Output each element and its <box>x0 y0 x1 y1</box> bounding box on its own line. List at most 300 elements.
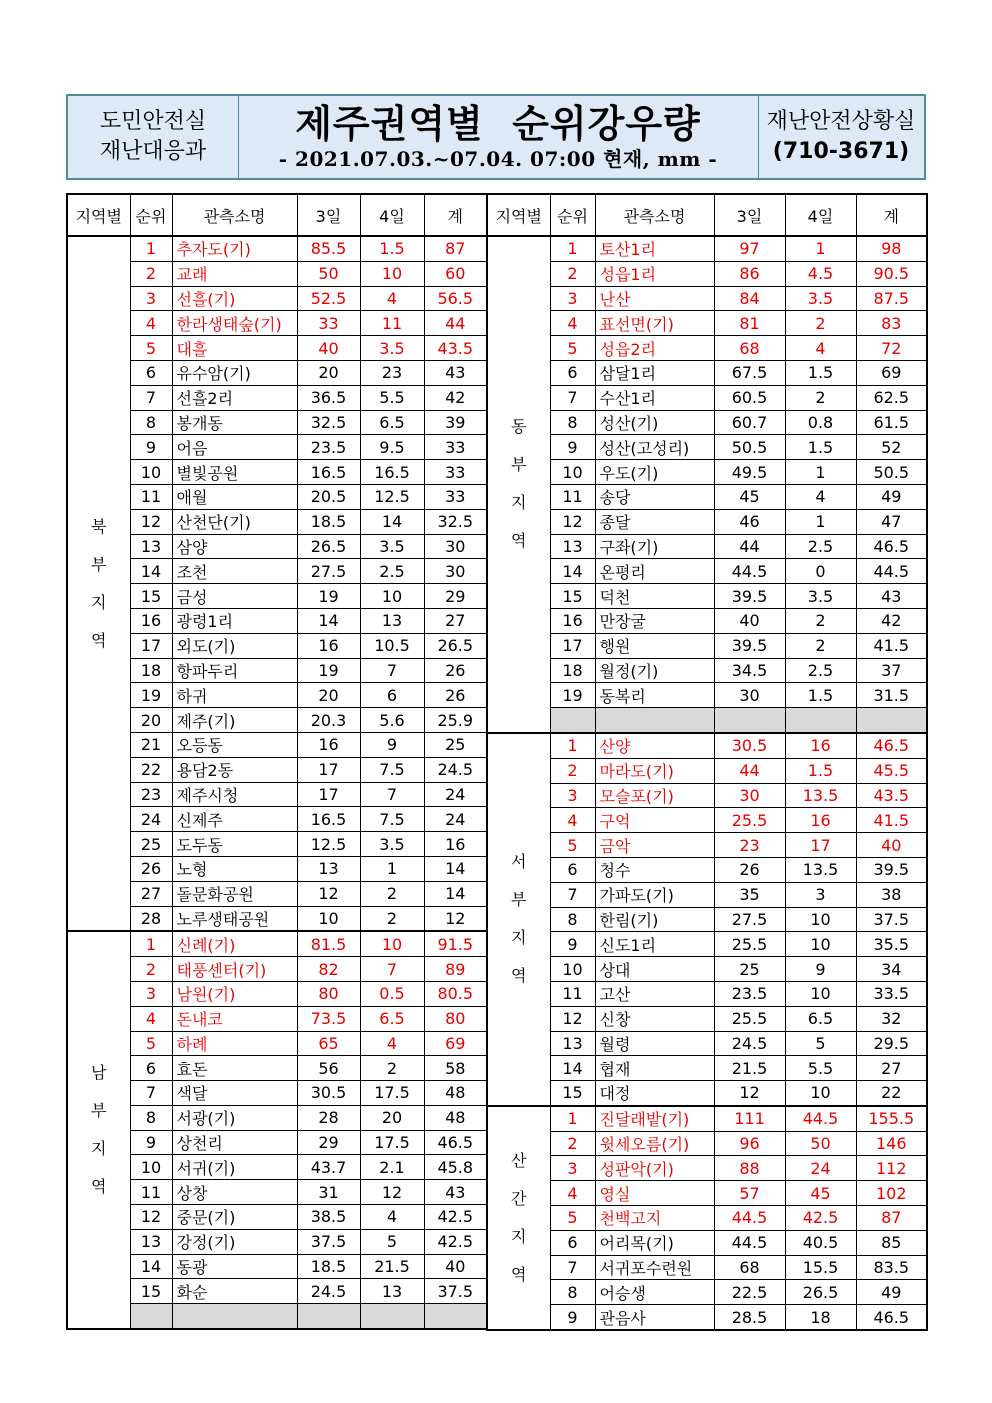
rank-cell: 7 <box>550 882 595 907</box>
rainfall-total: 14 <box>424 881 487 906</box>
rank-cell: 11 <box>550 484 595 509</box>
station-name: 어음 <box>172 435 297 460</box>
rainfall-day4: 10 <box>785 981 856 1006</box>
rank-cell: 18 <box>550 658 595 683</box>
rainfall-day3: 34.5 <box>714 658 785 683</box>
rainfall-total: 42 <box>424 385 487 410</box>
rainfall-total: 87 <box>856 1206 927 1231</box>
rainfall-day3: 36.5 <box>297 385 360 410</box>
rank-cell: 21 <box>130 732 172 757</box>
rainfall-day4: 1.5 <box>785 758 856 783</box>
rainfall-total: 42 <box>856 608 927 633</box>
rainfall-day4: 13 <box>360 1279 424 1304</box>
station-name: 신창 <box>595 1006 714 1031</box>
rank-cell: 6 <box>130 360 172 385</box>
rainfall-total: 83.5 <box>856 1255 927 1280</box>
table-row <box>67 683 487 708</box>
rank-cell: 2 <box>130 957 172 982</box>
rainfall-total: 87.5 <box>856 286 927 311</box>
rainfall-day4: 1 <box>785 509 856 534</box>
region-name: 서 부 지 역 <box>487 733 550 1106</box>
rainfall-day4: 21.5 <box>360 1254 424 1279</box>
rainfall-day4: 4 <box>360 1205 424 1230</box>
table-row <box>67 534 487 559</box>
page-title: 제주권역별 순위강우량 <box>295 102 701 146</box>
station-name: 신제주 <box>172 807 297 832</box>
station-name: 온평리 <box>595 559 714 584</box>
station-name: 산양 <box>595 733 714 758</box>
station-name: 효돈 <box>172 1056 297 1081</box>
rank-cell: 7 <box>550 1255 595 1280</box>
rank-cell: 15 <box>130 1279 172 1304</box>
rank-cell: 11 <box>130 484 172 509</box>
rainfall-day4: 1 <box>785 236 856 261</box>
rainfall-day4: 0.5 <box>360 981 424 1006</box>
rank-cell: 14 <box>550 559 595 584</box>
rainfall-day4: 9 <box>785 957 856 982</box>
rainfall-day3: 17 <box>297 782 360 807</box>
rainfall-day4: 10 <box>360 931 424 956</box>
rainfall-day4: 2 <box>785 311 856 336</box>
rainfall-day3: 20 <box>297 683 360 708</box>
table-row <box>67 832 487 857</box>
station-name: 난산 <box>595 286 714 311</box>
col-total: 계 <box>856 194 927 236</box>
table-row <box>67 559 487 584</box>
rainfall-day3: 22.5 <box>714 1280 785 1305</box>
station-name: 용담2동 <box>172 757 297 782</box>
rainfall-day3: 35 <box>714 882 785 907</box>
rainfall-day3: 28.5 <box>714 1305 785 1330</box>
rank-cell: 15 <box>550 1081 595 1106</box>
rainfall-total: 49 <box>856 484 927 509</box>
rank-cell: 1 <box>550 733 595 758</box>
rainfall-day4: 17.5 <box>360 1130 424 1155</box>
table-row <box>487 733 927 758</box>
table-row <box>487 1131 927 1156</box>
station-name: 고산 <box>595 981 714 1006</box>
office-phone: (710-3671) <box>772 139 910 164</box>
rank-cell: 17 <box>550 633 595 658</box>
table-row <box>487 1006 927 1031</box>
rainfall-day3: 65 <box>297 1031 360 1056</box>
station-name: 강정(기) <box>172 1229 297 1254</box>
rainfall-day4: 12.5 <box>360 484 424 509</box>
rank-cell: 7 <box>130 1081 172 1106</box>
blank-cell <box>424 1304 487 1329</box>
table-row <box>487 608 927 633</box>
rainfall-day3: 111 <box>714 1106 785 1131</box>
station-name: 대정 <box>595 1081 714 1106</box>
rank-cell: 8 <box>130 1105 172 1130</box>
rainfall-day3: 16.5 <box>297 460 360 485</box>
station-name: 광령1리 <box>172 608 297 633</box>
rainfall-total: 12 <box>424 906 487 931</box>
rainfall-day3: 14 <box>297 608 360 633</box>
rank-cell: 10 <box>130 460 172 485</box>
rainfall-total: 14 <box>424 856 487 881</box>
table-row <box>487 633 927 658</box>
rainfall-day4: 3.5 <box>360 534 424 559</box>
col-total: 계 <box>424 194 487 236</box>
rainfall-total: 24 <box>424 807 487 832</box>
table-row <box>487 907 927 932</box>
rainfall-day4: 10 <box>360 584 424 609</box>
table-row <box>67 336 487 361</box>
rank-cell: 8 <box>130 410 172 435</box>
rank-cell: 5 <box>550 833 595 858</box>
station-name: 구좌(기) <box>595 534 714 559</box>
rainfall-day4: 1.5 <box>785 360 856 385</box>
rainfall-total: 87 <box>424 236 487 261</box>
rainfall-day4: 6.5 <box>360 410 424 435</box>
rainfall-day3: 50.5 <box>714 435 785 460</box>
table-row <box>67 484 487 509</box>
station-name: 애월 <box>172 484 297 509</box>
blank-cell <box>550 708 595 733</box>
rainfall-total: 83 <box>856 311 927 336</box>
rainfall-total: 22 <box>856 1081 927 1106</box>
rainfall-table-right <box>486 193 928 1331</box>
table-row <box>67 807 487 832</box>
rainfall-total: 27 <box>424 608 487 633</box>
table-row <box>487 1280 927 1305</box>
rank-cell: 10 <box>550 957 595 982</box>
rainfall-total: 85 <box>856 1230 927 1255</box>
station-name: 돈내코 <box>172 1006 297 1031</box>
rainfall-total: 98 <box>856 236 927 261</box>
rainfall-day4: 9.5 <box>360 435 424 460</box>
table-row <box>487 808 927 833</box>
rainfall-day3: 16 <box>297 732 360 757</box>
rainfall-day3: 18.5 <box>297 1254 360 1279</box>
rainfall-day4: 13.5 <box>785 783 856 808</box>
table-row <box>487 484 927 509</box>
table-row <box>67 1081 487 1106</box>
col-day3: 3일 <box>714 194 785 236</box>
rainfall-total: 52 <box>856 435 927 460</box>
rainfall-day4: 10.5 <box>360 633 424 658</box>
rainfall-total: 29.5 <box>856 1031 927 1056</box>
rainfall-total: 41.5 <box>856 808 927 833</box>
rainfall-total: 49 <box>856 1280 927 1305</box>
rank-cell: 8 <box>550 1280 595 1305</box>
station-name: 남원(기) <box>172 981 297 1006</box>
station-name: 화순 <box>172 1279 297 1304</box>
rainfall-day3: 38.5 <box>297 1205 360 1230</box>
rainfall-day3: 43.7 <box>297 1155 360 1180</box>
rainfall-day3: 39.5 <box>714 633 785 658</box>
table-row <box>67 633 487 658</box>
rainfall-day3: 24.5 <box>297 1279 360 1304</box>
rainfall-day4: 5.5 <box>360 385 424 410</box>
station-name: 동광 <box>172 1254 297 1279</box>
rainfall-total: 72 <box>856 336 927 361</box>
table-row <box>67 236 487 261</box>
rainfall-day4: 4 <box>785 484 856 509</box>
rank-cell: 4 <box>550 808 595 833</box>
rainfall-total: 30 <box>424 559 487 584</box>
rainfall-total: 42.5 <box>424 1205 487 1230</box>
rainfall-day4: 3.5 <box>360 336 424 361</box>
rank-cell: 15 <box>550 584 595 609</box>
rainfall-day4: 2 <box>785 633 856 658</box>
rainfall-day3: 26.5 <box>297 534 360 559</box>
rainfall-day3: 49.5 <box>714 460 785 485</box>
rainfall-day4: 5.6 <box>360 708 424 733</box>
table-row <box>67 782 487 807</box>
rank-cell: 19 <box>550 683 595 708</box>
table-row <box>67 1105 487 1130</box>
rainfall-total: 47 <box>856 509 927 534</box>
rainfall-total: 33 <box>424 435 487 460</box>
table-row <box>487 1206 927 1231</box>
rainfall-day4: 40.5 <box>785 1230 856 1255</box>
table-row <box>487 236 927 261</box>
rainfall-total: 58 <box>424 1056 487 1081</box>
rainfall-day3: 32.5 <box>297 410 360 435</box>
station-name: 동복리 <box>595 683 714 708</box>
rainfall-day3: 17 <box>297 757 360 782</box>
table-row <box>487 360 927 385</box>
station-name: 태풍센터(기) <box>172 957 297 982</box>
table-row <box>67 906 487 931</box>
rainfall-day4: 17 <box>785 833 856 858</box>
table-row <box>67 757 487 782</box>
table-row <box>487 1181 927 1206</box>
station-name: 선흘2리 <box>172 385 297 410</box>
region-name: 동 부 지 역 <box>487 236 550 733</box>
rainfall-total: 69 <box>856 360 927 385</box>
rainfall-day4: 10 <box>785 932 856 957</box>
station-name: 대흘 <box>172 336 297 361</box>
rank-cell: 3 <box>130 981 172 1006</box>
rainfall-total: 43.5 <box>856 783 927 808</box>
rainfall-total: 43.5 <box>424 336 487 361</box>
rainfall-day4: 1 <box>360 856 424 881</box>
station-name: 어승생 <box>595 1280 714 1305</box>
department-name: 도민안전실 <box>99 109 207 134</box>
rank-cell: 1 <box>550 1106 595 1131</box>
col-rank: 순위 <box>550 194 595 236</box>
rainfall-total: 69 <box>424 1031 487 1056</box>
table-row <box>487 1230 927 1255</box>
rainfall-day3: 18.5 <box>297 509 360 534</box>
station-name: 송당 <box>595 484 714 509</box>
rainfall-day3: 23 <box>714 833 785 858</box>
table-row <box>487 882 927 907</box>
station-name: 신례(기) <box>172 931 297 956</box>
table-row <box>67 732 487 757</box>
rank-cell: 12 <box>130 1205 172 1230</box>
rainfall-total: 38 <box>856 882 927 907</box>
table-row <box>67 311 487 336</box>
rainfall-total: 60 <box>424 261 487 286</box>
region-name: 산 간 지 역 <box>487 1106 550 1330</box>
rainfall-day4: 3 <box>785 882 856 907</box>
table-row <box>67 1155 487 1180</box>
table-row <box>67 435 487 460</box>
station-name: 한라생태숲(기) <box>172 311 297 336</box>
rainfall-day3: 16 <box>297 633 360 658</box>
rank-cell: 4 <box>130 311 172 336</box>
station-name: 제주시청 <box>172 782 297 807</box>
rainfall-day4: 7 <box>360 957 424 982</box>
table-row <box>67 286 487 311</box>
station-name: 성읍1리 <box>595 261 714 286</box>
rainfall-day3: 68 <box>714 336 785 361</box>
table-row <box>487 336 927 361</box>
station-name: 색달 <box>172 1081 297 1106</box>
rainfall-day4: 44.5 <box>785 1106 856 1131</box>
station-name: 제주(기) <box>172 708 297 733</box>
rainfall-total: 16 <box>424 832 487 857</box>
rainfall-day4: 9 <box>360 732 424 757</box>
blank-cell <box>856 708 927 733</box>
rank-cell: 20 <box>130 708 172 733</box>
rainfall-total: 112 <box>856 1156 927 1181</box>
rainfall-day3: 46 <box>714 509 785 534</box>
rainfall-total: 44.5 <box>856 559 927 584</box>
rainfall-total: 56.5 <box>424 286 487 311</box>
table-row <box>67 1031 487 1056</box>
rank-cell: 5 <box>130 1031 172 1056</box>
table-row <box>67 608 487 633</box>
rainfall-day3: 45 <box>714 484 785 509</box>
rainfall-day4: 10 <box>360 261 424 286</box>
rainfall-total: 39 <box>424 410 487 435</box>
rainfall-day3: 10 <box>297 906 360 931</box>
rainfall-total: 29 <box>424 584 487 609</box>
rank-cell: 6 <box>130 1056 172 1081</box>
rank-cell: 2 <box>550 758 595 783</box>
rainfall-total: 32.5 <box>424 509 487 534</box>
table-row <box>67 1205 487 1230</box>
rainfall-day4: 1.5 <box>785 683 856 708</box>
rank-cell: 12 <box>550 1006 595 1031</box>
rainfall-day4: 2.1 <box>360 1155 424 1180</box>
rainfall-day3: 44.5 <box>714 1230 785 1255</box>
station-name: 상대 <box>595 957 714 982</box>
rainfall-day3: 12.5 <box>297 832 360 857</box>
office-name: 재난안전상황실 <box>766 109 916 134</box>
station-name: 가파도(기) <box>595 882 714 907</box>
col-station: 관측소명 <box>172 194 297 236</box>
rainfall-day4: 5 <box>360 1229 424 1254</box>
rainfall-day4: 4.5 <box>785 261 856 286</box>
rainfall-total: 46.5 <box>856 733 927 758</box>
table-row <box>487 509 927 534</box>
rainfall-day3: 25 <box>714 957 785 982</box>
station-name: 산천단(기) <box>172 509 297 534</box>
rainfall-total: 45.8 <box>424 1155 487 1180</box>
rank-cell: 9 <box>550 1305 595 1330</box>
rank-cell: 6 <box>550 1230 595 1255</box>
rainfall-total: 43 <box>856 584 927 609</box>
table-row <box>67 957 487 982</box>
rainfall-day4: 11 <box>360 311 424 336</box>
rainfall-day3: 37.5 <box>297 1229 360 1254</box>
rank-cell: 22 <box>130 757 172 782</box>
rainfall-day4: 2.5 <box>785 658 856 683</box>
rainfall-total: 39.5 <box>856 857 927 882</box>
rainfall-total: 62.5 <box>856 385 927 410</box>
rank-cell: 2 <box>550 1131 595 1156</box>
table-row <box>487 1305 927 1330</box>
rank-cell: 26 <box>130 856 172 881</box>
table-header-row <box>487 194 927 236</box>
table-row <box>487 857 927 882</box>
rainfall-day3: 20.3 <box>297 708 360 733</box>
rainfall-total: 41.5 <box>856 633 927 658</box>
table-row <box>67 584 487 609</box>
rainfall-day3: 39.5 <box>714 584 785 609</box>
blank-cell <box>297 1304 360 1329</box>
rainfall-day3: 31 <box>297 1180 360 1205</box>
rank-cell: 4 <box>550 311 595 336</box>
station-name: 노형 <box>172 856 297 881</box>
rainfall-total: 40 <box>424 1254 487 1279</box>
rank-cell: 11 <box>550 981 595 1006</box>
table-row <box>487 758 927 783</box>
rank-cell: 2 <box>550 261 595 286</box>
rainfall-day3: 60.7 <box>714 410 785 435</box>
rank-cell: 6 <box>550 857 595 882</box>
rainfall-day3: 44 <box>714 534 785 559</box>
rainfall-day4: 12 <box>360 1180 424 1205</box>
table-row <box>487 1255 927 1280</box>
station-name: 성산(기) <box>595 410 714 435</box>
col-rank: 순위 <box>130 194 172 236</box>
rainfall-total: 24 <box>424 782 487 807</box>
station-name: 우도(기) <box>595 460 714 485</box>
rainfall-day3: 27.5 <box>714 907 785 932</box>
rank-cell: 9 <box>130 1130 172 1155</box>
rainfall-table-left <box>66 193 488 1330</box>
rank-cell: 3 <box>130 286 172 311</box>
rainfall-day3: 24.5 <box>714 1031 785 1056</box>
rainfall-total: 37.5 <box>424 1279 487 1304</box>
table-row <box>487 460 927 485</box>
rank-cell: 4 <box>550 1181 595 1206</box>
station-name: 마라도(기) <box>595 758 714 783</box>
station-name: 덕천 <box>595 584 714 609</box>
table-row <box>67 708 487 733</box>
rainfall-day4: 1 <box>785 460 856 485</box>
rainfall-day4: 0 <box>785 559 856 584</box>
rainfall-day4: 7 <box>360 782 424 807</box>
station-name: 서광(기) <box>172 1105 297 1130</box>
rainfall-day3: 12 <box>297 881 360 906</box>
blank-row <box>67 1304 487 1329</box>
station-name: 항파두리 <box>172 658 297 683</box>
station-name: 천백고지 <box>595 1206 714 1231</box>
rainfall-day4: 4 <box>360 1031 424 1056</box>
station-name: 서귀포수련원 <box>595 1255 714 1280</box>
table-row <box>487 261 927 286</box>
rank-cell: 3 <box>550 783 595 808</box>
rank-cell: 3 <box>550 286 595 311</box>
rainfall-total: 26 <box>424 658 487 683</box>
station-name: 삼달1리 <box>595 360 714 385</box>
rainfall-day4: 23 <box>360 360 424 385</box>
rainfall-total: 43 <box>424 1180 487 1205</box>
station-name: 한림(기) <box>595 907 714 932</box>
rainfall-total: 31.5 <box>856 683 927 708</box>
col-region: 지역별 <box>67 194 130 236</box>
rainfall-total: 33.5 <box>856 981 927 1006</box>
col-day3: 3일 <box>297 194 360 236</box>
